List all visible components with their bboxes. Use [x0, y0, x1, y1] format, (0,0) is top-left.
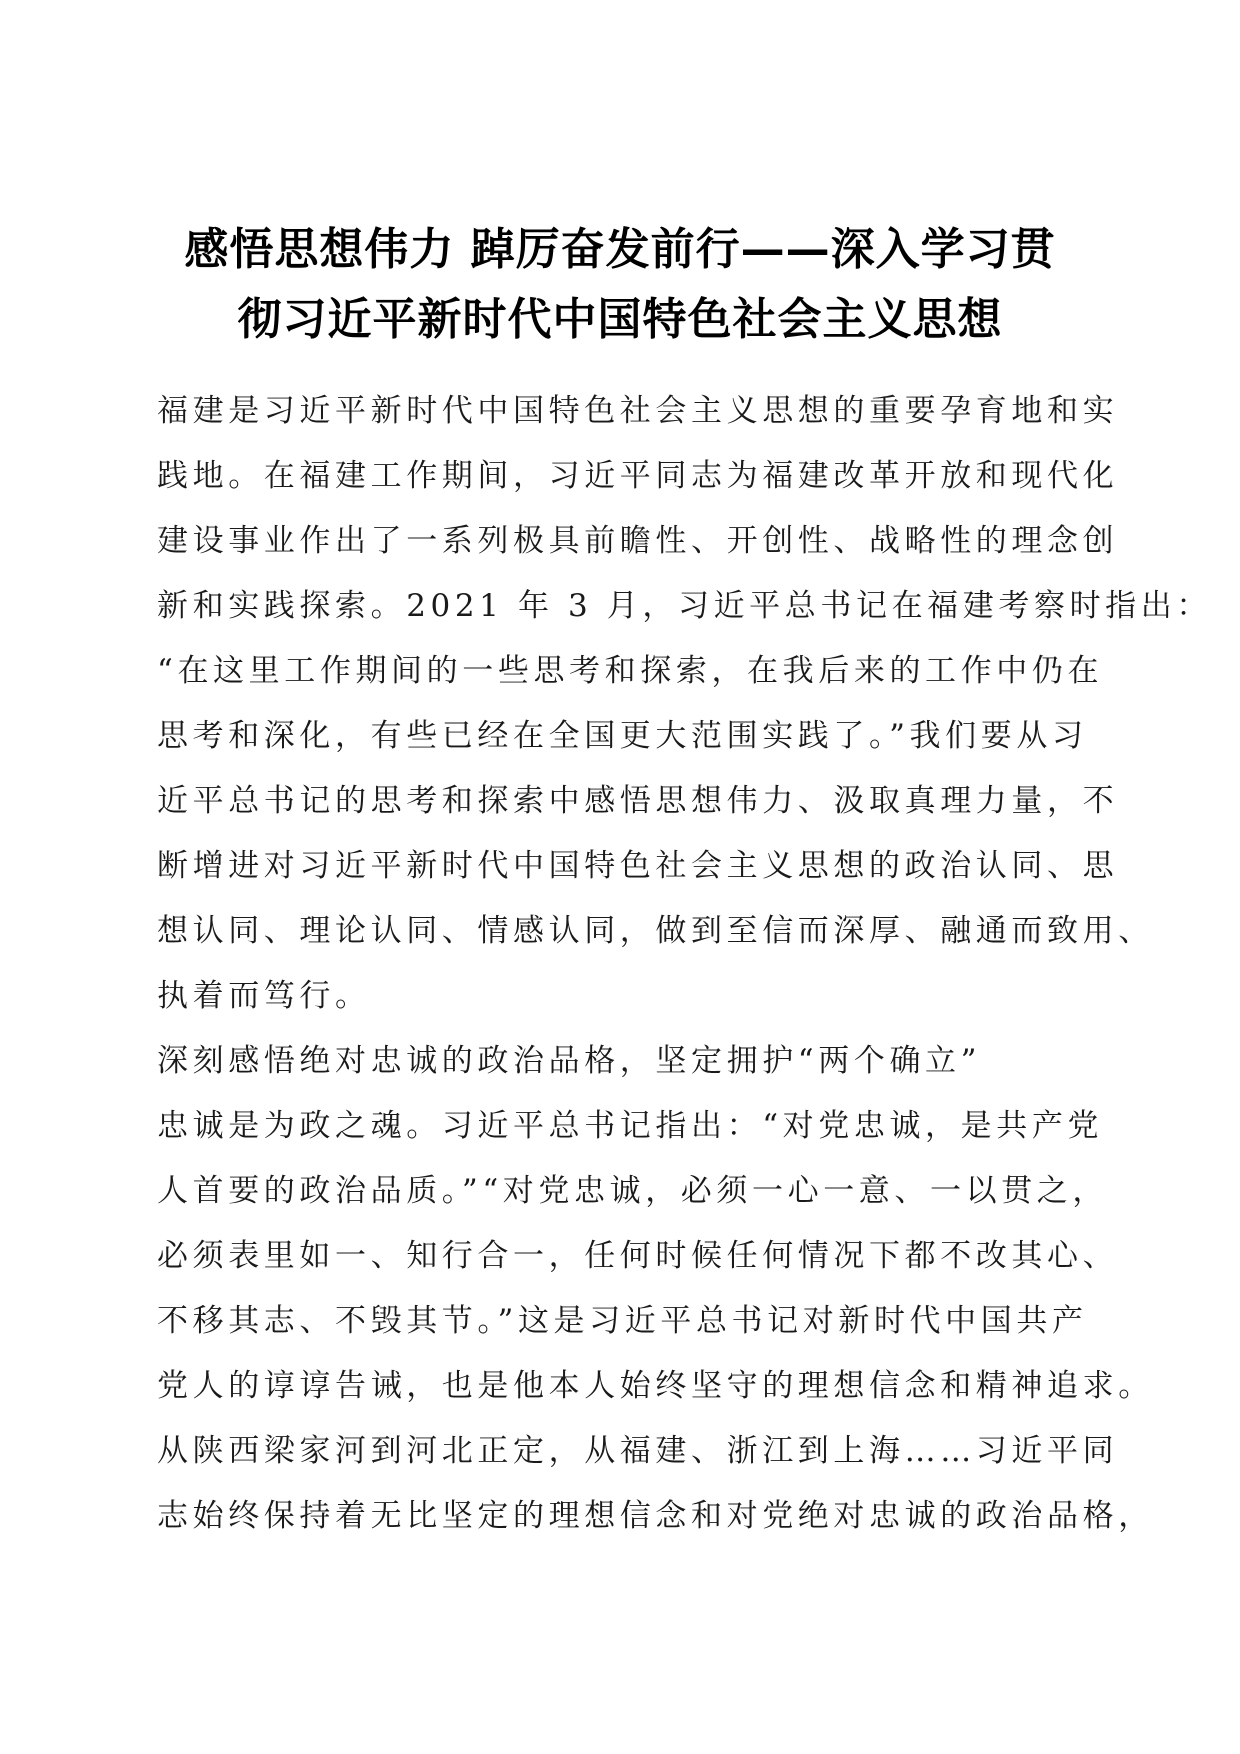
- body-line: 人首要的政治品质。”“对党忠诚，必须一心一意、一以贯之，: [157, 1173, 1108, 1209]
- body-line: 志始终保持着无比坚定的理想信念和对党绝对忠诚的政治品格，: [157, 1498, 1154, 1534]
- body-line: 不移其志、不毁其节。”这是习近平总书记对新时代中国共产: [157, 1303, 1088, 1339]
- body-line: 想认同、理论认同、情感认同，做到至信而深厚、融通而致用、: [157, 913, 1154, 949]
- body-line: 思考和深化，有些已经在全国更大范围实践了。”我们要从习: [157, 718, 1088, 754]
- body-line: 建设事业作出了一系列极具前瞻性、开创性、战略性的理念创: [157, 523, 1119, 559]
- document-title: [130, 215, 1110, 355]
- body-line: “在这里工作期间的一些思考和探索，在我后来的工作中仍在: [157, 653, 1104, 689]
- body-line: 福建是习近平新时代中国特色社会主义思想的重要孕育地和实: [157, 393, 1119, 429]
- body-line: 践地。在福建工作期间，习近平同志为福建改革开放和现代化: [157, 458, 1119, 494]
- body-line: 党人的谆谆告诫，也是他本人始终坚守的理想信念和精神追求。: [157, 1368, 1154, 1404]
- body-line: 必须表里如一、知行合一，任何时候任何情况下都不改其心、: [157, 1238, 1119, 1274]
- section-heading-line: 深刻感悟绝对忠诚的政治品格，坚定拥护“两个确立”: [157, 1043, 982, 1079]
- body-line: 断增进对习近平新时代中国特色社会主义思想的政治认同、思: [157, 848, 1119, 884]
- body-line: 新和实践探索。2021 年 3 月，习近平总书记在福建考察时指出：: [157, 588, 1212, 624]
- body-line: 近平总书记的思考和探索中感悟思想伟力、汲取真理力量，不: [157, 783, 1119, 819]
- document-body: [157, 379, 1212, 1549]
- title-line: 彻习近平新时代中国特色社会主义思想: [237, 294, 1003, 345]
- body-line: 执着而笃行。: [157, 978, 371, 1014]
- title-line: 感悟思想伟力 踔厉奋发前行——深入学习贯: [184, 224, 1056, 275]
- body-line: 从陕西梁家河到河北正定，从福建、浙江到上海……习近平同: [157, 1433, 1119, 1469]
- body-line: 忠诚是为政之魂。习近平总书记指出：“对党忠诚，是共产党: [157, 1108, 1104, 1144]
